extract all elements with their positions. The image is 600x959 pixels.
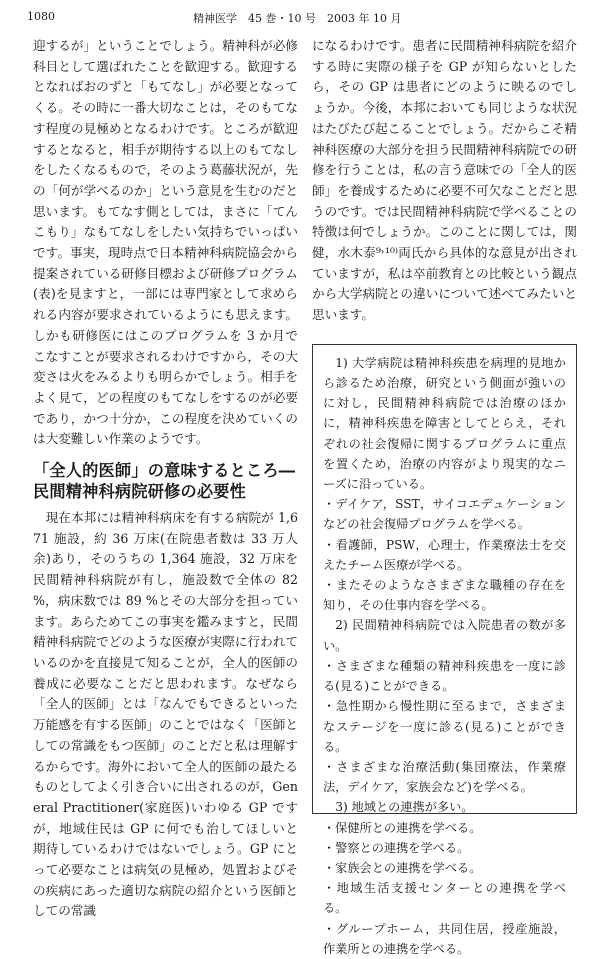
box-list-item: ・警察との連携を学べる。 [323,840,470,855]
page-number: 1080 [27,10,55,23]
box-item-heading: 3) 地域との連携が多い。 [335,800,474,815]
paragraph: になるわけです。患者に民間精神科病院を紹介する時に実際の様子を GP が知らないとしたら，その GP は患者にどのように映るのでしょうか。今後，本邦においても同じような状況はたびたび起こることでしょう。だからこそ精神科医療の大部分を担う民間精神科病院での研修を行うことは，私の言う意味での「全人的医師」を養成するために必要不可欠なことだと思うのです。では民間精神科病院で学べることの特徴は何でしょうか。このことに関しては，関健，水木泰⁹˒¹⁰⁾両氏から具体的な意見が出されていますが，私は卒前教育との比較という観点から大学病院との違いについて述べてみたいと思います。 [312,38,577,323]
page-header [0,10,600,28]
paragraph: 迎するが」ということでしょう。精神科が必修科目として選ばれたことを歓迎する。歓迎するとなればおのずと「もてなし」が必要となってくる。その時に一番大切なことは，そのもてなす程度の見極めとなるわけです。ところが歓迎するとなると，相手が期待する以上のもてなしをしたくなるもので，そのよう葛藤状況が，先の「何が学べるのか」という意見を生むのだと思います。もてなす側としては，まさに「てんこもり」なもてなしをしたい気持ちでいっぱいです。事実，現時点で日本精神科病院協会から提案されている研修目標および研修プログラム(表)を見ますと，一部には専門家として求められる内容が要求されているようにも思えます。しかも研修医にはこのプログラムを 3 か月でこなすことが要求されるわけですから，その大変さは火をみるよりも明らかでしょう。相手をよく見て，どの程度のもてなしをするのが必要であり，かつ十分か，この程度を決めていくのは大変難しい作業のようです。 [33,38,298,447]
box-list-item: ・さまざまな種類の精神科疾患を一度に診る(見る)ことができる。 [323,658,566,694]
box-list-item: ・地域生活支援センターとの連携を学べる。 [323,881,566,916]
box-list-item: ・保健所との連携を学べる。 [323,820,482,835]
section-heading [33,460,298,502]
paragraph: 現在本邦には精神科病床を有する病院が 1,671 施設，約 36 万床(在院患者数は 33 万人余)あり，そのうちの 1,364 施設，32 万床を民間精神科病院が有し，施設数で全体の 82 %，病床数では 89 %とその大部分を担っています。あらためてこの事実を鑑みますと，民間精神科病院でどのような医療が実際に行われているのかを直接見て知ることが，全人的医師の養成に必要なことだと思われます。なぜなら「全人的医師」とは「なんでもできるといった万能感を有する医師」のことではなく「医師としての常識をもつ医師」のことだと私は理解するからです。海外において全人的医師の最たるものとしてよく引き合いに出されるのが，General Practitioner(家庭医)いわゆる GP ですが，地域住民は GP に何でも治してほしいと期待しているわけではないでしょう。GP にとって必要なことは病気の見極め，処置およびその疾病にあった適切な病院の紹介という医師としての常識 [33,510,298,919]
left-column [33,36,298,922]
box-list-item: ・デイケア，SST，サイコエデュケーションなどの社会復帰プログラムを学べる。 [323,497,566,532]
box-list-item: ・さまざまな治療活動(集団療法，作業療法，デイケア，家族会など)を学べる。 [323,759,566,795]
section-heading-line: 「全人的医師」の意味するところ― [33,461,296,481]
section-heading-line: 民間精神科病院研修の必要性 [33,482,247,502]
right-column [312,36,577,956]
box-list-item: ・急性期から慢性期に至るまで，さまざまなステージを一度に診る(見る)ことができる。 [323,699,566,754]
box-list-item: ・またそのようなさまざまな職種の存在を知り，その仕事内容を学べる。 [323,578,566,613]
journal-info: 精神医学 45 巻・10 号 2003 年 10 月 [193,12,402,25]
box-list-item: ・グループホーム，共同住居，授産施設，作業所との連携を学べる。 [323,921,566,956]
box-item-heading: 2) 民間精神科病院では入院患者の数が多い。 [323,618,566,653]
box-list-item: ・看護師，PSW，心理士，作業療法士を交えたチーム医療が学べる。 [323,537,566,572]
box-item-heading: 1) 大学病院は精神科疾患を病理的見地から診るため治療，研究という側面が強いのに対し，民間精神科病院では治療のほかに，精神科疾患を障害としてとらえ，それぞれの社会復帰に関するプログラムに重点を置くため，治療の内容がより現実的なニーズに沿っている。 [323,355,566,492]
box-list-item: ・家族会との連携を学べる。 [323,860,482,875]
features-box [312,344,577,956]
